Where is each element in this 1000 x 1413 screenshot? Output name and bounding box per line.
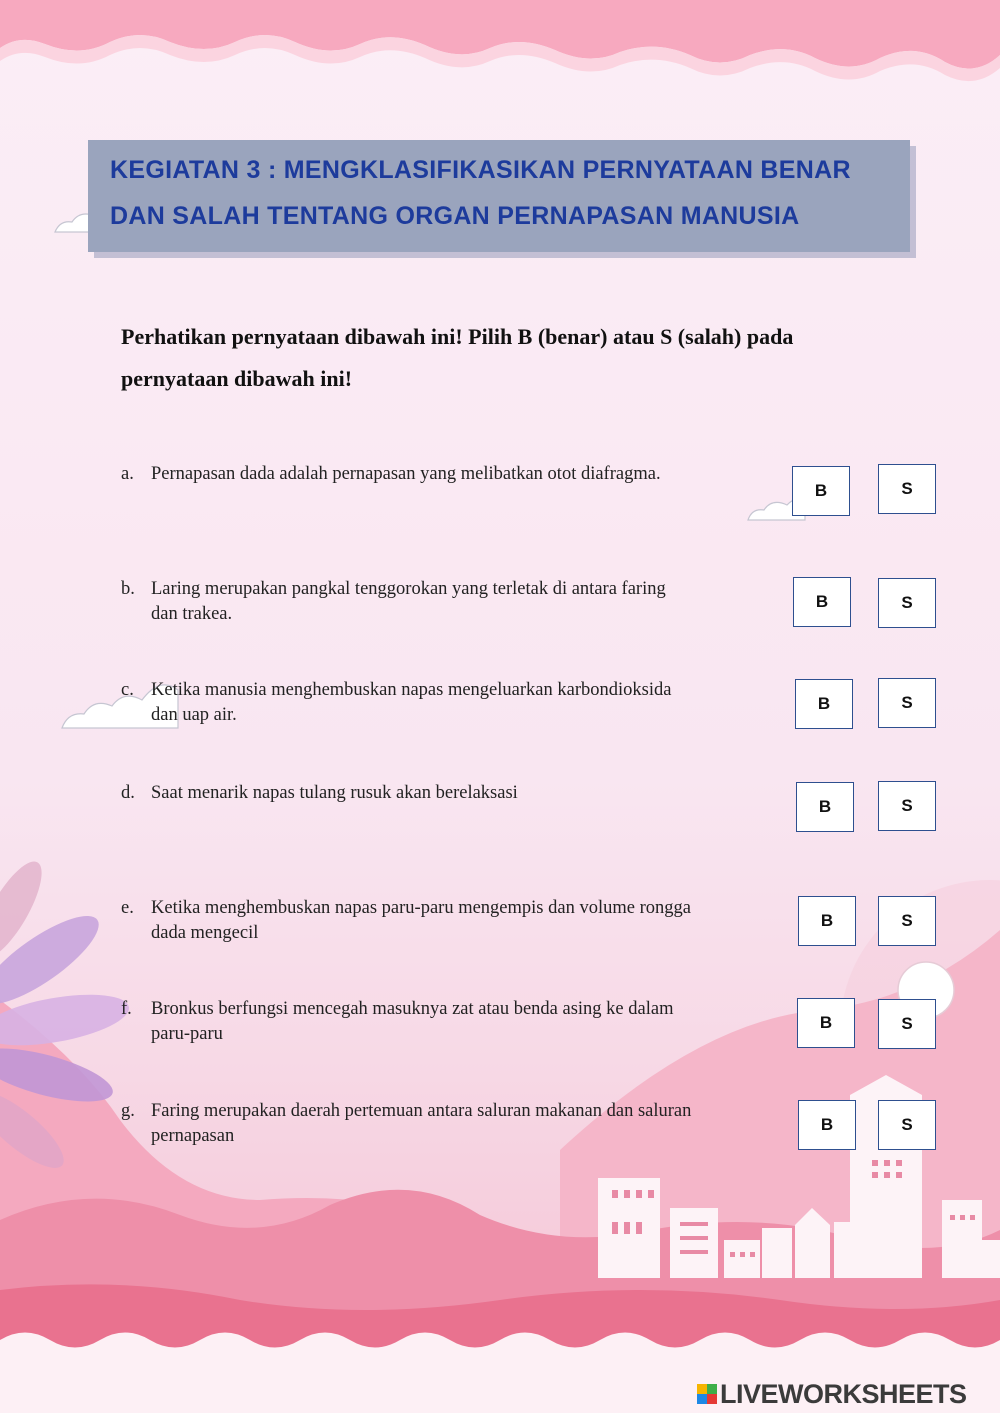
answer-d-false-button[interactable]: S: [878, 781, 936, 831]
statement-text-line-2: pernapasan: [151, 1126, 235, 1146]
statement-text-line-2: dan uap air.: [151, 705, 237, 725]
instruction-line-1: Perhatikan pernyataan dibawah ini! Pilih B (benar) atau S (salah) pada: [121, 324, 794, 349]
statement-text-line-1: Saat menarik napas tulang rusuk akan berelaksasi: [151, 783, 518, 803]
statement-letter: c.: [121, 680, 134, 700]
statement-letter: g.: [121, 1101, 135, 1121]
statement-letter: e.: [121, 898, 134, 918]
activity-title-box: [88, 140, 910, 252]
title-line-2: DAN SALAH TENTANG ORGAN PERNAPASAN MANUSIA: [110, 202, 800, 230]
statement-text-line-1: Laring merupakan pangkal tenggorokan yang terletak di antara faring: [151, 579, 666, 599]
top-scallop-border: [0, 0, 1000, 69]
answer-f-true-button[interactable]: B: [797, 998, 855, 1048]
liveworksheets-logo-icon: [697, 1384, 717, 1404]
answer-f-false-button[interactable]: S: [878, 999, 936, 1049]
statement-text-line-1: Pernapasan dada adalah pernapasan yang melibatkan otot diafragma.: [151, 464, 661, 484]
statement-letter: f.: [121, 999, 132, 1019]
answer-a-false-button[interactable]: S: [878, 464, 936, 514]
statement-text-line-1: Ketika menghembuskan napas paru-paru mengempis dan volume rongga: [151, 898, 691, 918]
answer-c-true-button[interactable]: B: [795, 679, 853, 729]
answer-a-true-button[interactable]: B: [792, 466, 850, 516]
liveworksheets-logo: [697, 1378, 967, 1410]
statement-text-line-1: Faring merupakan daerah pertemuan antara saluran makanan dan saluran: [151, 1101, 692, 1121]
answer-g-false-button[interactable]: S: [878, 1100, 936, 1150]
statement-text-line-2: paru-paru: [151, 1024, 223, 1044]
statement-letter: b.: [121, 579, 135, 599]
answer-e-false-button[interactable]: S: [878, 896, 936, 946]
statement-text-line-2: dan trakea.: [151, 604, 233, 624]
brand-name: LIVEWORKSHEETS: [720, 1378, 967, 1409]
statement-text-line-1: Ketika manusia menghembuskan napas mengeluarkan karbondioksida: [151, 680, 672, 700]
answer-g-true-button[interactable]: B: [798, 1100, 856, 1150]
statement-text-line-1: Bronkus berfungsi mencegah masuknya zat atau benda asing ke dalam: [151, 999, 674, 1019]
answer-d-true-button[interactable]: B: [796, 782, 854, 832]
answer-c-false-button[interactable]: S: [878, 678, 936, 728]
answer-b-false-button[interactable]: S: [878, 578, 936, 628]
answer-b-true-button[interactable]: B: [793, 577, 851, 627]
statement-letter: a.: [121, 464, 134, 484]
instruction-line-2: pernyataan dibawah ini!: [121, 366, 353, 391]
statement-text-line-2: dada mengecil: [151, 923, 259, 943]
statement-letter: d.: [121, 783, 135, 803]
answer-e-true-button[interactable]: B: [798, 896, 856, 946]
title-line-1: KEGIATAN 3 : MENGKLASIFIKASIKAN PERNYATAAN BENAR: [110, 156, 851, 184]
instruction-text: [121, 316, 861, 400]
